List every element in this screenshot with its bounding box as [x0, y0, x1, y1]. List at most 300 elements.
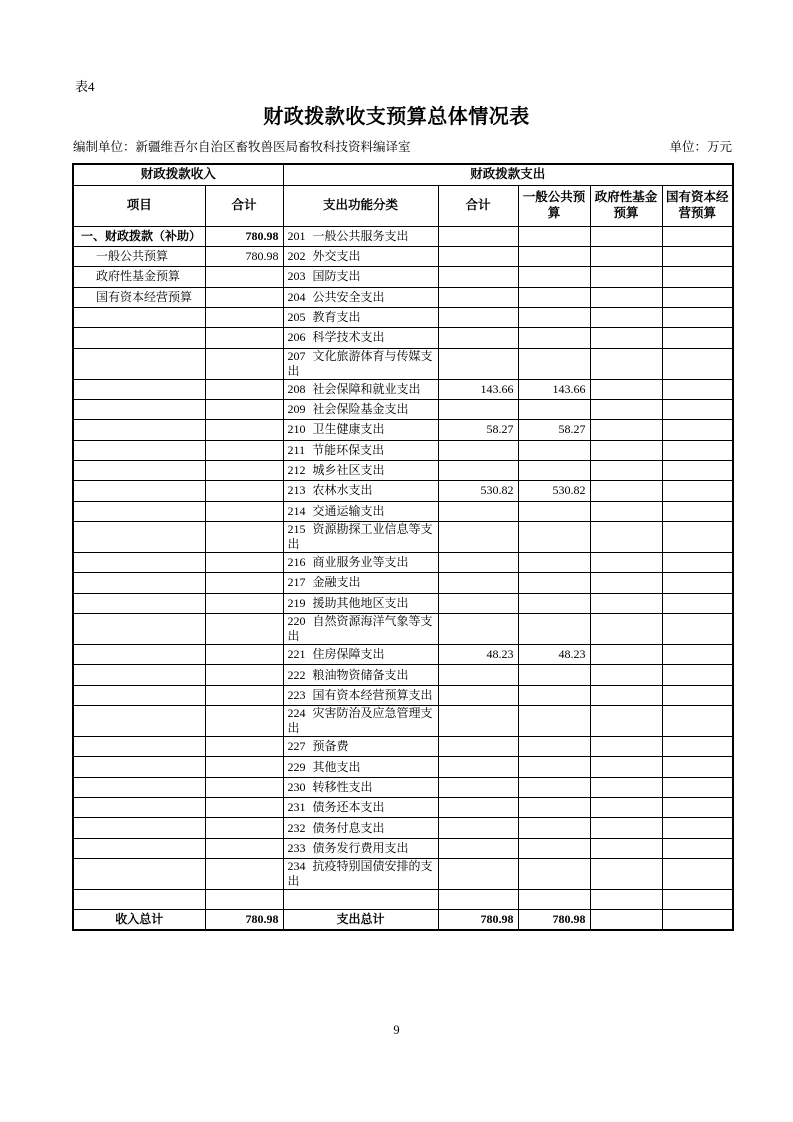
general-budget-cell	[518, 399, 590, 419]
expense-code: 201	[287, 228, 306, 243]
expense-class-cell	[283, 757, 438, 777]
general-budget-cell	[518, 737, 590, 757]
income-item-cell	[73, 614, 205, 645]
general-budget-cell	[518, 552, 590, 572]
expense-total-cell	[438, 328, 518, 348]
expense-code: 215	[287, 521, 306, 536]
expense-name: 自然资源海洋气象等支出	[287, 614, 433, 643]
header-columns-row	[73, 185, 733, 226]
gov-fund-cell	[590, 645, 662, 665]
expense-total-cell	[438, 246, 518, 266]
income-total-cell	[205, 838, 283, 858]
expense-code: 219	[287, 595, 306, 610]
table-row	[73, 838, 733, 858]
income-item-cell	[73, 399, 205, 419]
income-total-cell	[205, 481, 283, 501]
state-capital-cell	[662, 399, 733, 419]
state-capital-cell	[662, 379, 733, 399]
table-row	[73, 246, 733, 266]
state-capital-cell	[662, 226, 733, 246]
gov-fund-cell	[590, 757, 662, 777]
expense-name: 一般公共服务支出	[312, 228, 409, 243]
expense-name: 粮油物资储备支出	[312, 667, 409, 682]
expense-class-cell	[283, 501, 438, 521]
expense-name: 文化旅游体育与传媒支出	[287, 348, 433, 378]
expense-total-cell	[438, 890, 518, 910]
gov-fund-cell	[590, 737, 662, 757]
expense-name: 外交支出	[312, 249, 361, 264]
expense-name: 资源勘探工业信息等支出	[287, 521, 433, 551]
table-row	[73, 501, 733, 521]
expense-code: 222	[287, 667, 306, 682]
general-budget-cell	[518, 818, 590, 838]
expense-class-cell	[283, 348, 438, 379]
gov-fund-cell	[590, 706, 662, 737]
expense-code: 207	[287, 348, 306, 363]
table-row	[73, 552, 733, 572]
income-group-header: 财政拨款收入	[73, 164, 283, 185]
table-body	[73, 226, 733, 930]
expense-total-cell	[438, 399, 518, 419]
state-capital-cell	[662, 246, 733, 266]
expense-name: 其他支出	[312, 759, 361, 774]
income-item-cell	[73, 593, 205, 613]
state-capital-cell	[662, 552, 733, 572]
expense-name: 科学技术支出	[312, 330, 385, 345]
general-budget-cell: 530.82	[518, 481, 590, 501]
expense-name: 抗疫特别国债安排的支出	[287, 859, 433, 889]
gov-fund-cell	[590, 593, 662, 613]
expense-class-cell	[283, 267, 438, 287]
income-item-cell	[73, 521, 205, 552]
expense-name: 卫生健康支出	[312, 422, 385, 437]
expense-group-header: 财政拨款支出	[283, 164, 733, 185]
general-budget-cell	[518, 757, 590, 777]
expense-name: 国防支出	[312, 269, 361, 284]
general-budget-cell	[518, 267, 590, 287]
income-item-cell: 国有资本经营预算	[73, 287, 205, 307]
state-capital-cell	[662, 737, 733, 757]
income-item-cell	[73, 645, 205, 665]
table-header	[73, 164, 733, 226]
expense-name: 商业服务业等支出	[312, 555, 409, 570]
state-capital-cell	[662, 645, 733, 665]
expense-class-cell	[283, 399, 438, 419]
expense-code: 227	[287, 739, 306, 754]
state-capital-cell	[662, 287, 733, 307]
state-capital-cell	[662, 757, 733, 777]
expense-total-cell	[438, 460, 518, 480]
income-item-cell	[73, 665, 205, 685]
state-capital-cell	[662, 481, 733, 501]
income-item-cell	[73, 379, 205, 399]
income-total-cell	[205, 307, 283, 327]
table-row	[73, 818, 733, 838]
expense-total-cell	[438, 665, 518, 685]
table-row	[73, 226, 733, 246]
expense-class-cell	[283, 328, 438, 348]
gov-fund-cell	[590, 348, 662, 379]
state-capital-cell	[662, 593, 733, 613]
table-row	[73, 665, 733, 685]
income-total-cell	[205, 420, 283, 440]
income-item-cell	[73, 737, 205, 757]
general-budget-cell	[518, 246, 590, 266]
general-budget-cell	[518, 777, 590, 797]
expense-code: 211	[287, 442, 306, 457]
general-budget-cell	[518, 440, 590, 460]
expense-code: 232	[287, 820, 306, 835]
gov-fund-cell	[590, 328, 662, 348]
expense-class-cell	[283, 246, 438, 266]
expense-code: 203	[287, 269, 306, 284]
expense-total-cell	[438, 521, 518, 552]
expense-name: 城乡社区支出	[312, 463, 385, 478]
income-total-cell	[205, 645, 283, 665]
expense-class-cell	[283, 379, 438, 399]
income-total-cell: 780.98	[205, 246, 283, 266]
income-total-cell	[205, 593, 283, 613]
state-capital-cell	[662, 685, 733, 705]
income-total-label-cell: 收入总计	[73, 910, 205, 930]
income-item-cell	[73, 348, 205, 379]
income-item-cell	[73, 706, 205, 737]
table-row	[73, 420, 733, 440]
income-item-cell	[73, 501, 205, 521]
income-item-cell	[73, 420, 205, 440]
income-item-cell	[73, 460, 205, 480]
expense-name: 预备费	[312, 739, 349, 754]
general-budget-cell	[518, 859, 590, 890]
expense-total-cell	[438, 777, 518, 797]
expense-name: 公共安全支出	[312, 289, 385, 304]
expense-code: 209	[287, 402, 306, 417]
expense-name: 援助其他地区支出	[312, 595, 409, 610]
table-row	[73, 460, 733, 480]
expense-code: 230	[287, 779, 306, 794]
expense-class-cell	[283, 838, 438, 858]
col-header-general-budget: 一般公共预算	[518, 185, 590, 226]
income-item-cell	[73, 757, 205, 777]
general-budget-cell	[518, 593, 590, 613]
table-row	[73, 481, 733, 501]
state-capital-cell	[662, 460, 733, 480]
general-budget-cell: 48.23	[518, 645, 590, 665]
table-row	[73, 798, 733, 818]
state-capital-cell	[662, 838, 733, 858]
general-budget-cell	[518, 614, 590, 645]
state-capital-cell	[662, 706, 733, 737]
income-total-cell	[205, 521, 283, 552]
expense-total-cell	[438, 348, 518, 379]
expense-code: 221	[287, 647, 306, 662]
expense-total-cell: 48.23	[438, 645, 518, 665]
header-group-row	[73, 164, 733, 185]
general-budget-cell	[518, 573, 590, 593]
expense-code: 202	[287, 249, 306, 264]
income-total-cell	[205, 348, 283, 379]
expense-name: 债务发行费用支出	[312, 840, 409, 855]
state-capital-cell	[662, 420, 733, 440]
gov-fund-cell	[590, 307, 662, 327]
general-budget-cell	[518, 798, 590, 818]
expense-class-cell	[283, 614, 438, 645]
expense-total-cell	[438, 287, 518, 307]
expense-code: 223	[287, 687, 306, 702]
income-total-cell	[205, 460, 283, 480]
gov-fund-cell	[590, 420, 662, 440]
table-row	[73, 645, 733, 665]
expense-grand-total-cell: 780.98	[438, 910, 518, 930]
gov-fund-cell	[590, 777, 662, 797]
table-row	[73, 267, 733, 287]
table-label: 表4	[75, 79, 95, 94]
expense-name: 灾害防治及应急管理支出	[287, 706, 433, 736]
income-total-cell	[205, 798, 283, 818]
expense-name: 债务付息支出	[312, 820, 385, 835]
expense-total-cell: 530.82	[438, 481, 518, 501]
meta-row	[73, 137, 732, 155]
income-item-cell	[73, 777, 205, 797]
income-item-cell	[73, 440, 205, 460]
income-total-cell	[205, 685, 283, 705]
gov-fund-cell	[590, 226, 662, 246]
expense-class-cell	[283, 706, 438, 737]
col-header-expense-class: 支出功能分类	[283, 185, 438, 226]
general-budget-grand-total-cell: 780.98	[518, 910, 590, 930]
income-total-cell	[205, 706, 283, 737]
gov-fund-cell	[590, 399, 662, 419]
income-item-cell	[73, 890, 205, 910]
income-total-cell	[205, 399, 283, 419]
totals-row	[73, 910, 733, 930]
expense-code: 205	[287, 310, 306, 325]
expense-total-cell	[438, 798, 518, 818]
state-capital-cell	[662, 348, 733, 379]
table-row	[73, 859, 733, 890]
expense-name: 社会保障和就业支出	[312, 381, 421, 396]
income-item-cell	[73, 798, 205, 818]
page-title: 财政拨款收支预算总体情况表	[263, 106, 530, 128]
expense-class-cell	[283, 818, 438, 838]
col-header-expense-total: 合计	[438, 185, 518, 226]
unit-label: 单位：万元	[669, 140, 732, 154]
income-total-cell	[205, 287, 283, 307]
table-row	[73, 593, 733, 613]
general-budget-cell	[518, 348, 590, 379]
gov-fund-cell	[590, 552, 662, 572]
col-header-income-total: 合计	[205, 185, 283, 226]
expense-total-cell	[438, 226, 518, 246]
gov-fund-cell	[590, 890, 662, 910]
expense-code: 210	[287, 422, 306, 437]
state-capital-cell	[662, 267, 733, 287]
expense-class-cell	[283, 481, 438, 501]
gov-fund-cell	[590, 859, 662, 890]
expense-name: 转移性支出	[312, 779, 373, 794]
state-capital-cell	[662, 818, 733, 838]
state-capital-cell	[662, 665, 733, 685]
state-capital-cell	[662, 307, 733, 327]
expense-code: 216	[287, 555, 306, 570]
expense-class-cell	[283, 685, 438, 705]
general-budget-cell	[518, 838, 590, 858]
expense-class-cell	[283, 593, 438, 613]
income-item-cell	[73, 859, 205, 890]
gov-fund-cell	[590, 838, 662, 858]
col-header-item: 项目	[73, 185, 205, 226]
expense-class-cell	[283, 521, 438, 552]
gov-fund-cell	[590, 798, 662, 818]
table-row	[73, 307, 733, 327]
gov-fund-cell	[590, 379, 662, 399]
gov-fund-cell	[590, 246, 662, 266]
expense-class-cell	[283, 665, 438, 685]
gov-fund-cell	[590, 267, 662, 287]
income-total-cell	[205, 501, 283, 521]
expense-class-cell	[283, 460, 438, 480]
gov-fund-cell	[590, 521, 662, 552]
expense-code: 208	[287, 381, 306, 396]
table-row	[73, 379, 733, 399]
expense-total-cell	[438, 573, 518, 593]
expense-class-cell	[283, 859, 438, 890]
expense-total-cell	[438, 267, 518, 287]
expense-class-cell	[283, 287, 438, 307]
income-total-cell	[205, 267, 283, 287]
table-row	[73, 614, 733, 645]
gov-fund-cell	[590, 614, 662, 645]
expense-class-cell	[283, 226, 438, 246]
income-total-cell	[205, 818, 283, 838]
income-item-cell	[73, 573, 205, 593]
general-budget-cell	[518, 307, 590, 327]
expense-code: 217	[287, 575, 306, 590]
income-total-cell	[205, 757, 283, 777]
income-total-cell	[205, 328, 283, 348]
expense-code: 233	[287, 840, 306, 855]
income-item-cell: 一、财政拨款（补助）	[73, 226, 205, 246]
expense-class-cell	[283, 573, 438, 593]
table-row	[73, 685, 733, 705]
expense-total-cell	[438, 307, 518, 327]
income-item-cell	[73, 481, 205, 501]
expense-name: 社会保险基金支出	[312, 402, 409, 417]
income-total-cell	[205, 665, 283, 685]
general-budget-cell	[518, 890, 590, 910]
gov-fund-grand-total-cell	[590, 910, 662, 930]
table-row	[73, 348, 733, 379]
prepared-by-text: 编制单位：新疆维吾尔自治区畜牧兽医局畜牧科技资料编译室	[73, 140, 411, 154]
expense-code: 206	[287, 330, 306, 345]
expense-total-cell: 143.66	[438, 379, 518, 399]
expense-name: 债务还本支出	[312, 800, 385, 815]
income-item-cell	[73, 328, 205, 348]
state-capital-cell	[662, 440, 733, 460]
expense-total-cell	[438, 737, 518, 757]
expense-total-label-cell: 支出总计	[283, 910, 438, 930]
expense-code: 220	[287, 614, 306, 628]
general-budget-cell	[518, 501, 590, 521]
expense-class-cell	[283, 737, 438, 757]
expense-name: 教育支出	[312, 310, 361, 325]
state-capital-cell	[662, 501, 733, 521]
state-capital-cell	[662, 859, 733, 890]
expense-total-cell	[438, 552, 518, 572]
table-row	[73, 757, 733, 777]
gov-fund-cell	[590, 818, 662, 838]
expense-name: 住房保障支出	[312, 647, 385, 662]
income-total-cell	[205, 552, 283, 572]
gov-fund-cell	[590, 665, 662, 685]
expense-total-cell	[438, 593, 518, 613]
expense-total-cell	[438, 706, 518, 737]
expense-total-cell	[438, 685, 518, 705]
expense-total-cell	[438, 614, 518, 645]
income-total-cell	[205, 379, 283, 399]
income-item-cell: 一般公共预算	[73, 246, 205, 266]
expense-name: 节能环保支出	[312, 442, 385, 457]
general-budget-cell	[518, 706, 590, 737]
general-budget-cell	[518, 287, 590, 307]
income-total-cell	[205, 440, 283, 460]
expense-total-cell	[438, 838, 518, 858]
expense-class-cell	[283, 440, 438, 460]
income-item-cell	[73, 552, 205, 572]
general-budget-cell	[518, 665, 590, 685]
expense-code: 224	[287, 706, 306, 721]
income-total-cell	[205, 614, 283, 645]
income-total-cell	[205, 859, 283, 890]
expense-code: 212	[287, 463, 306, 478]
col-header-gov-fund: 政府性基金预算	[590, 185, 662, 226]
income-item-cell	[73, 838, 205, 858]
page-number: 9	[393, 1023, 400, 1037]
general-budget-cell	[518, 226, 590, 246]
income-total-cell	[205, 737, 283, 757]
expense-total-cell	[438, 440, 518, 460]
gov-fund-cell	[590, 440, 662, 460]
expense-code: 204	[287, 289, 306, 304]
income-total-cell	[205, 890, 283, 910]
expense-name: 交通运输支出	[312, 503, 385, 518]
expense-name: 农林水支出	[312, 483, 373, 498]
table-row	[73, 890, 733, 910]
income-total-cell	[205, 573, 283, 593]
state-capital-cell	[662, 777, 733, 797]
expense-code: 231	[287, 800, 306, 815]
income-total-cell: 780.98	[205, 226, 283, 246]
table-row	[73, 328, 733, 348]
expense-code: 229	[287, 759, 306, 774]
income-total-cell	[205, 777, 283, 797]
gov-fund-cell	[590, 573, 662, 593]
table-row	[73, 737, 733, 757]
expense-total-cell	[438, 501, 518, 521]
expense-total-cell	[438, 859, 518, 890]
table-row	[73, 287, 733, 307]
table-row	[73, 399, 733, 419]
income-item-cell	[73, 818, 205, 838]
gov-fund-cell	[590, 501, 662, 521]
general-budget-cell: 58.27	[518, 420, 590, 440]
gov-fund-cell	[590, 685, 662, 705]
state-capital-cell	[662, 328, 733, 348]
table-row	[73, 777, 733, 797]
expense-name: 国有资本经营预算支出	[312, 687, 433, 702]
expense-total-cell: 58.27	[438, 420, 518, 440]
income-item-cell	[73, 685, 205, 705]
